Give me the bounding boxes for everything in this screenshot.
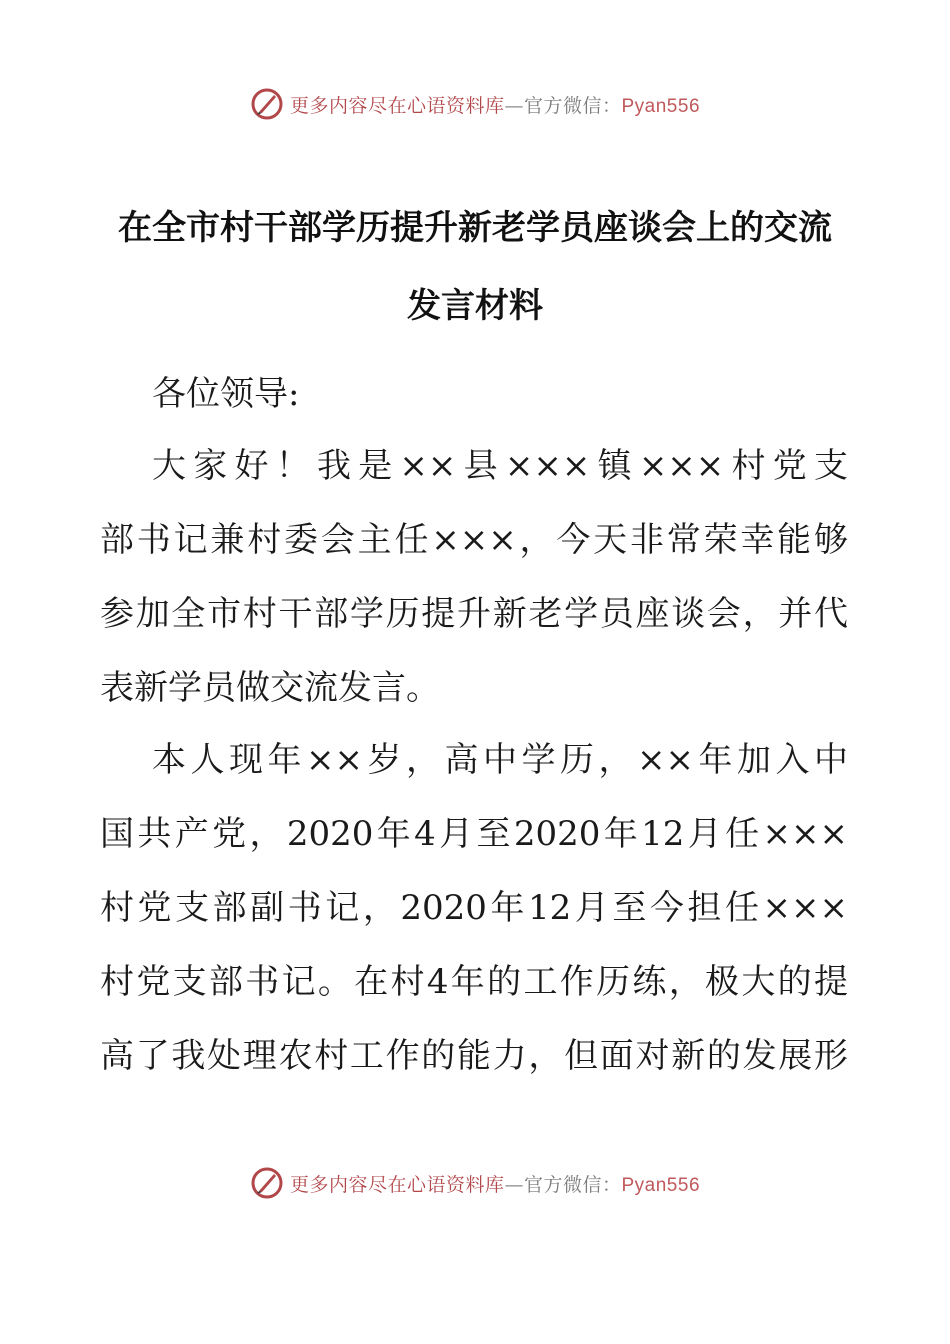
quill-pen-logo-icon xyxy=(250,87,284,121)
footer-watermark xyxy=(0,1163,950,1203)
header-watermark xyxy=(0,84,950,124)
quill-pen-logo-icon xyxy=(250,1166,284,1200)
paragraph-2-line: 高了我处理农村工作的能力，但面对新的发展形 xyxy=(100,1036,848,1076)
paragraph-1-line: 大家好！我是××县×××镇×××村党支 xyxy=(152,446,848,486)
watermark-text: 更多内容尽在心语资料库—官方微信：Pyan556 xyxy=(289,94,701,117)
paragraph-1-line: 参加全市村干部学历提升新老学员座谈会，并代 xyxy=(100,594,848,634)
paragraph-2-line: 村党支部书记。在村4年的工作历练，极大的提 xyxy=(100,962,848,1002)
document-title-line-1: 在全市村干部学历提升新老学员座谈会上的交流 xyxy=(118,208,832,248)
paragraph-1-line: 表新学员做交流发言。 xyxy=(100,668,440,708)
paragraph-2-line: 村党支部副书记，2020年12月至今担任××× xyxy=(100,888,848,928)
paragraph-2-line: 本人现年××岁，高中学历，××年加入中 xyxy=(152,740,848,780)
paragraph-2-line: 国共产党，2020年4月至2020年12月任××× xyxy=(100,814,848,854)
watermark-text: 更多内容尽在心语资料库—官方微信：Pyan556 xyxy=(289,1173,701,1196)
paragraph-1-line: 部书记兼村委会主任×××，今天非常荣幸能够 xyxy=(100,520,848,560)
document-title-line-2: 发言材料 xyxy=(407,286,543,326)
greeting: 各位领导: xyxy=(152,374,300,414)
